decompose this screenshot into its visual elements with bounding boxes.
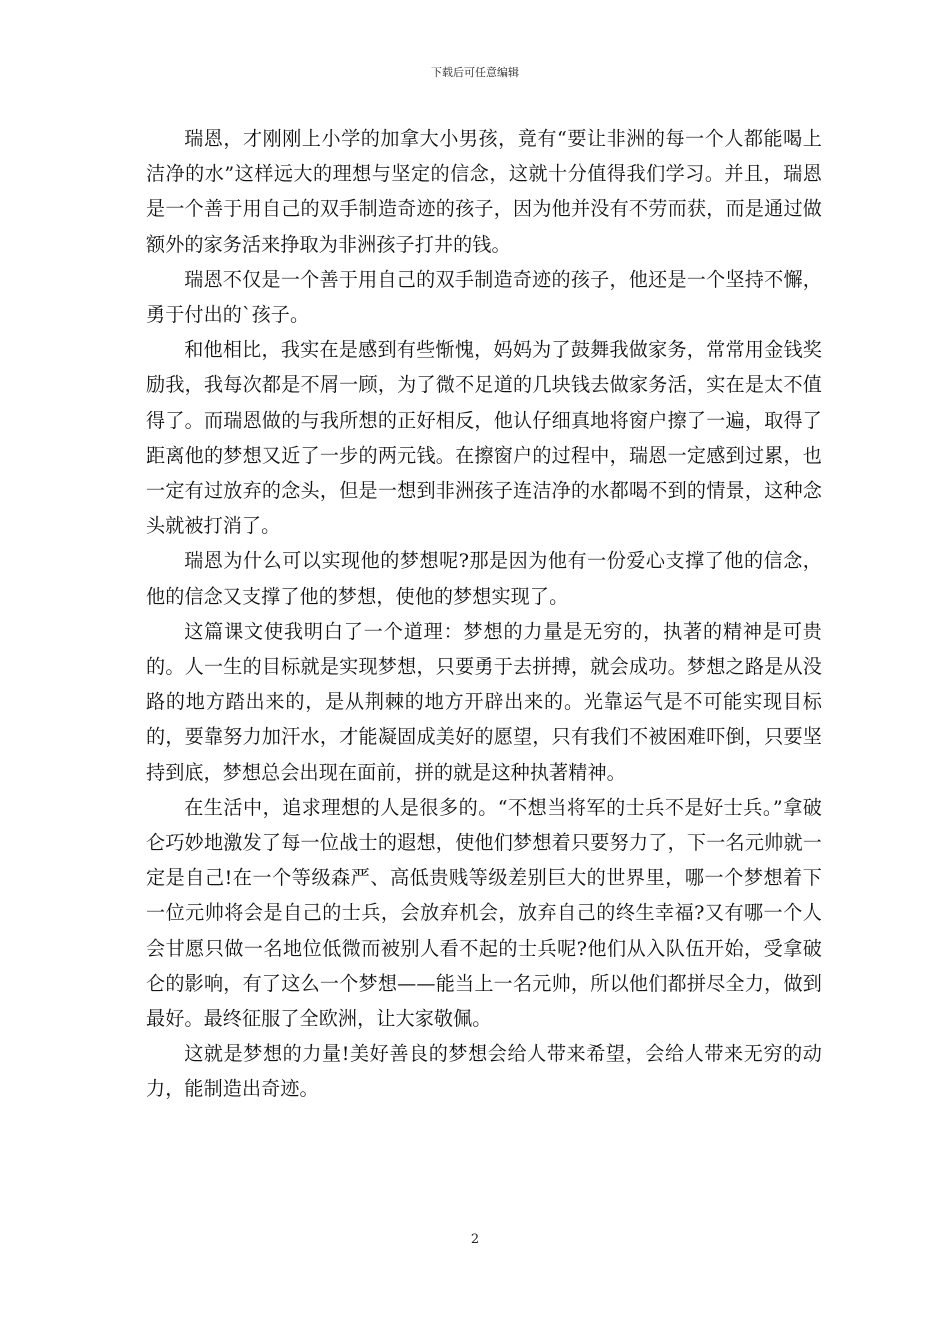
paragraph-4: 瑞恩为什么可以实现他的梦想呢?那是因为他有一份爱心支撑了他的信念，他的信念又支撑了他的梦想，使他的梦想实现了。 [146, 549, 822, 608]
paragraph-7: 这就是梦想的力量!美好善良的梦想会给人带来希望，会给人带来无穷的动力，能制造出奇迹。 [146, 1042, 822, 1101]
document-body [146, 121, 822, 1107]
paragraph-5: 这篇课文使我明白了一个道理：梦想的力量是无穷的，执著的精神是可贵的。人一生的目标就是实现梦想，只要勇于去拼搏，就会成功。梦想之路是从没路的地方踏出来的，是从荆棘的地方开辟出来的。光靠运气是不可能实现目标的，要靠努力加汗水，才能凝固成美好的愿望，只有我们不被困难吓倒，只要坚持到底，梦想总会出现在面前，拼的就是这种执著精神。 [146, 619, 822, 784]
page-header: 下载后可任意编辑 [431, 66, 519, 79]
paragraph-6: 在生活中，追求理想的人是很多的。“不想当将军的士兵不是好士兵。”拿破仑巧妙地激发了每一位战士的遐想，使他们梦想着只要努力了，下一名元帅就一定是自己!在一个等级森严、高低贵贱等级差别巨大的世界里，哪一个梦想着下一位元帅将会是自己的士兵，会放弃机会，放弃自己的终生幸福?又有哪一个人会甘愿只做一名地位低微而被别人看不起的士兵呢?他们从入队伍开始，受拿破仑的影响，有了这么一个梦想——能当上一名元帅，所以他们都拼尽全力，做到最好。最终征服了全欧洲，让大家敬佩。 [146, 795, 822, 1031]
paragraph-1: 瑞恩，才刚刚上小学的加拿大小男孩，竟有“要让非洲的每一个人都能喝上洁净的水”这样远大的理想与坚定的信念，这就十分值得我们学习。并且，瑞恩是一个善于用自己的双手制造奇迹的孩子，因为他并没有不劳而获，而是通过做额外的家务活来挣取为非洲孩子打井的钱。 [146, 127, 822, 256]
paragraph-2: 瑞恩不仅是一个善于用自己的双手制造奇迹的孩子，他还是一个坚持不懈，勇于付出的`孩子。 [146, 267, 822, 327]
paragraph-3: 和他相比，我实在是感到有些惭愧，妈妈为了鼓舞我做家务，常常用金钱奖励我，我每次都是不屑一顾，为了微不足道的几块钱去做家务活，实在是太不值得了。而瑞恩做的与我所想的正好相反，他认仔细真地将窗户擦了一遍，取得了距离他的梦想又近了一步的两元钱。在擦窗户的过程中，瑞恩一定感到过累，也一定有过放弃的念头，但是一想到非洲孩子连洁净的水都喝不到的情景，这种念头就被打消了。 [146, 338, 822, 538]
page-number: 2 [470, 1232, 480, 1247]
